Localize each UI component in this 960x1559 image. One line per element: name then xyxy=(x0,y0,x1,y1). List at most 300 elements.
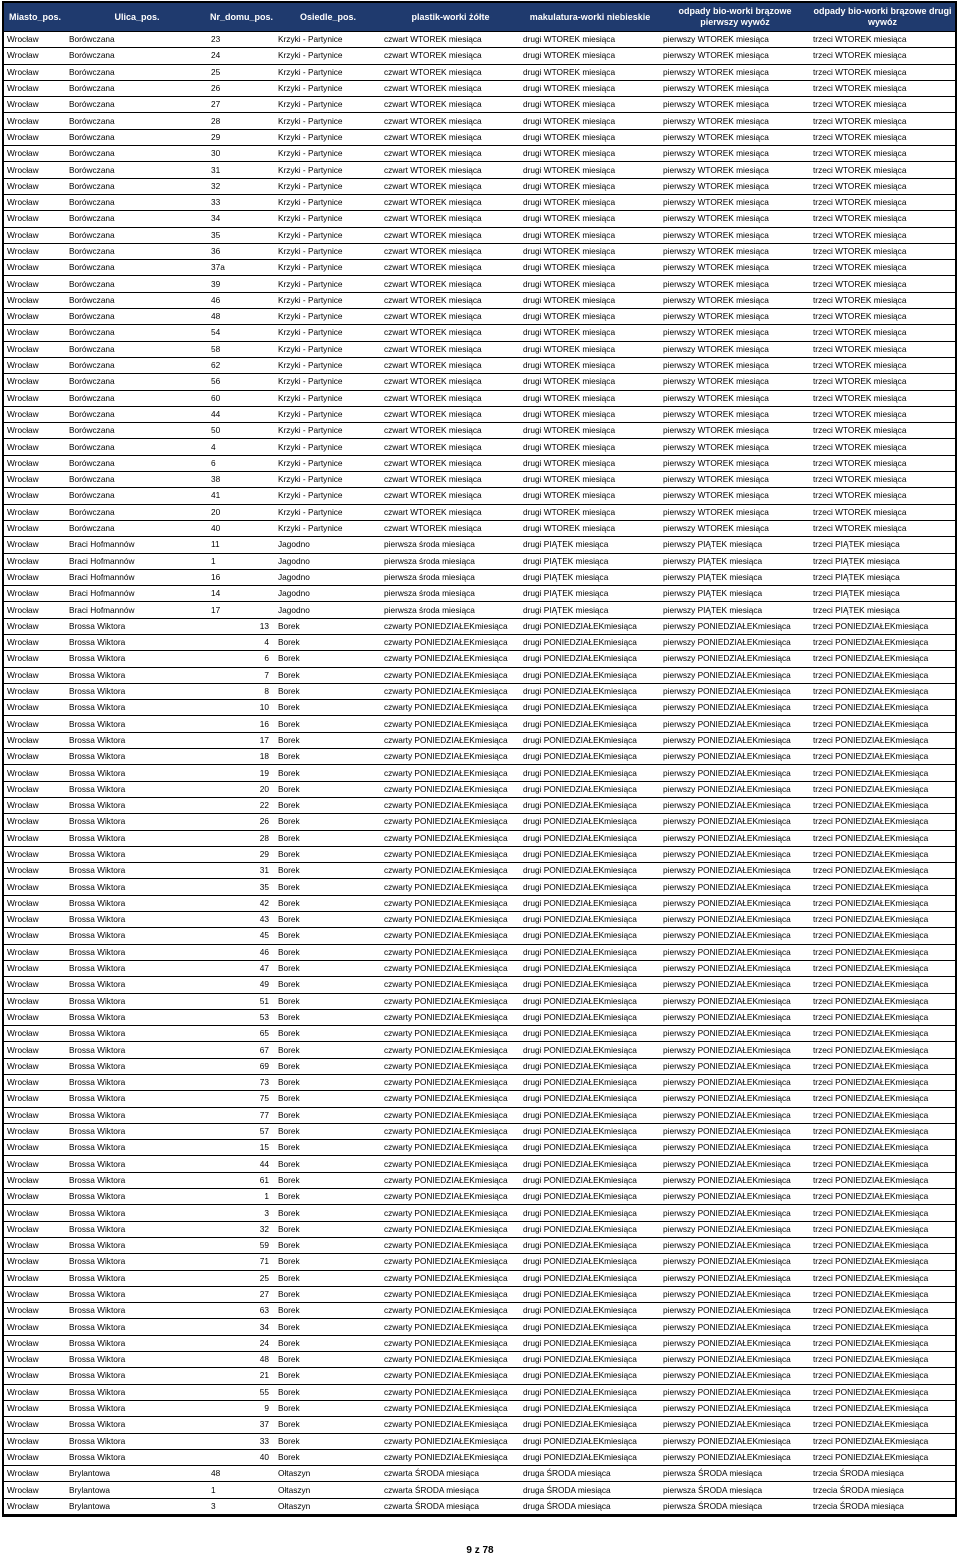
cell-street: Brossa Wiktora xyxy=(66,667,208,683)
cell-street: Brossa Wiktora xyxy=(66,781,208,797)
cell-paper: drugi PONIEDZIAŁEKmiesiąca xyxy=(520,1254,660,1270)
cell-street: Braci Hofmannów xyxy=(66,602,208,618)
cell-district: Borek xyxy=(275,683,381,699)
cell-paper: druga ŚRODA miesiąca xyxy=(520,1482,660,1498)
cell-paper: drugi PONIEDZIAŁEKmiesiąca xyxy=(520,749,660,765)
table-row xyxy=(4,1482,955,1498)
cell-plastic: czwart WTOREK miesiąca xyxy=(381,146,520,162)
cell-street: Braci Hofmannów xyxy=(66,537,208,553)
cell-plastic: czwart WTOREK miesiąca xyxy=(381,227,520,243)
cell-bio-first: pierwszy PONIEDZIAŁEKmiesiąca xyxy=(660,928,810,944)
cell-plastic: czwart WTOREK miesiąca xyxy=(381,472,520,488)
cell-plastic: czwart WTOREK miesiąca xyxy=(381,113,520,129)
cell-city: Wrocław xyxy=(4,1400,66,1416)
cell-plastic: pierwsza środa miesiąca xyxy=(381,537,520,553)
cell-plastic: czwarty PONIEDZIAŁEKmiesiąca xyxy=(381,797,520,813)
cell-bio-second: trzeci WTOREK miesiąca xyxy=(810,488,955,504)
cell-district: Borek xyxy=(275,993,381,1009)
cell-district: Krzyki - Partynice xyxy=(275,439,381,455)
cell-bio-first: pierwszy PONIEDZIAŁEKmiesiąca xyxy=(660,1172,810,1188)
cell-district: Ołtaszyn xyxy=(275,1466,381,1482)
cell-district: Borek xyxy=(275,765,381,781)
table-row xyxy=(4,618,955,634)
table-row xyxy=(4,1237,955,1253)
cell-street: Brossa Wiktora xyxy=(66,863,208,879)
cell-plastic: czwart WTOREK miesiąca xyxy=(381,129,520,145)
cell-paper: drugi PONIEDZIAŁEKmiesiąca xyxy=(520,1091,660,1107)
table-row xyxy=(4,683,955,699)
cell-bio-second: trzeci PONIEDZIAŁEKmiesiąca xyxy=(810,1075,955,1091)
cell-paper: drugi PONIEDZIAŁEKmiesiąca xyxy=(520,1433,660,1449)
cell-city: Wrocław xyxy=(4,1189,66,1205)
cell-house-number: 55 xyxy=(208,1384,275,1400)
table-row xyxy=(4,309,955,325)
cell-house-number: 24 xyxy=(208,1335,275,1351)
cell-street: Brossa Wiktora xyxy=(66,1286,208,1302)
table-row xyxy=(4,651,955,667)
cell-house-number: 23 xyxy=(208,32,275,48)
cell-street: Brossa Wiktora xyxy=(66,928,208,944)
cell-plastic: czwart WTOREK miesiąca xyxy=(381,178,520,194)
cell-plastic: czwart WTOREK miesiąca xyxy=(381,97,520,113)
cell-bio-first: pierwszy WTOREK miesiąca xyxy=(660,341,810,357)
cell-house-number: 44 xyxy=(208,1156,275,1172)
cell-bio-first: pierwszy PONIEDZIAŁEKmiesiąca xyxy=(660,895,810,911)
cell-street: Brylantowa xyxy=(66,1482,208,1498)
table-row xyxy=(4,423,955,439)
cell-plastic: czwarty PONIEDZIAŁEKmiesiąca xyxy=(381,749,520,765)
cell-plastic: czwarty PONIEDZIAŁEKmiesiąca xyxy=(381,960,520,976)
cell-house-number: 3 xyxy=(208,1498,275,1514)
cell-district: Krzyki - Partynice xyxy=(275,178,381,194)
table-row xyxy=(4,993,955,1009)
table-row xyxy=(4,211,955,227)
cell-plastic: czwarty PONIEDZIAŁEKmiesiąca xyxy=(381,1123,520,1139)
cell-plastic: czwarty PONIEDZIAŁEKmiesiąca xyxy=(381,651,520,667)
cell-street: Borówczana xyxy=(66,439,208,455)
table-row xyxy=(4,569,955,585)
cell-bio-second: trzecia ŚRODA miesiąca xyxy=(810,1466,955,1482)
table-row xyxy=(4,178,955,194)
cell-street: Borówczana xyxy=(66,341,208,357)
cell-house-number: 71 xyxy=(208,1254,275,1270)
cell-bio-first: pierwszy WTOREK miesiąca xyxy=(660,113,810,129)
cell-district: Krzyki - Partynice xyxy=(275,80,381,96)
cell-bio-first: pierwszy PONIEDZIAŁEKmiesiąca xyxy=(660,1449,810,1465)
cell-plastic: czwarty PONIEDZIAŁEKmiesiąca xyxy=(381,863,520,879)
cell-plastic: czwart WTOREK miesiąca xyxy=(381,504,520,520)
cell-paper: drugi WTOREK miesiąca xyxy=(520,341,660,357)
cell-house-number: 10 xyxy=(208,700,275,716)
cell-city: Wrocław xyxy=(4,928,66,944)
cell-paper: drugi PONIEDZIAŁEKmiesiąca xyxy=(520,1172,660,1188)
cell-district: Borek xyxy=(275,1172,381,1188)
cell-paper: druga ŚRODA miesiąca xyxy=(520,1466,660,1482)
cell-city: Wrocław xyxy=(4,488,66,504)
cell-city: Wrocław xyxy=(4,211,66,227)
cell-city: Wrocław xyxy=(4,879,66,895)
cell-city: Wrocław xyxy=(4,325,66,341)
cell-paper: drugi PONIEDZIAŁEKmiesiąca xyxy=(520,1449,660,1465)
cell-house-number: 36 xyxy=(208,243,275,259)
table-row xyxy=(4,1172,955,1188)
cell-bio-first: pierwszy PONIEDZIAŁEKmiesiąca xyxy=(660,1335,810,1351)
cell-bio-first: pierwszy PONIEDZIAŁEKmiesiąca xyxy=(660,1156,810,1172)
cell-plastic: czwarty PONIEDZIAŁEKmiesiąca xyxy=(381,830,520,846)
cell-house-number: 48 xyxy=(208,1466,275,1482)
table-row xyxy=(4,1189,955,1205)
cell-bio-first: pierwszy WTOREK miesiąca xyxy=(660,406,810,422)
cell-city: Wrocław xyxy=(4,602,66,618)
cell-paper: drugi PONIEDZIAŁEKmiesiąca xyxy=(520,993,660,1009)
cell-house-number: 4 xyxy=(208,634,275,650)
cell-bio-first: pierwszy WTOREK miesiąca xyxy=(660,129,810,145)
table-header xyxy=(4,3,955,32)
cell-street: Brossa Wiktora xyxy=(66,1237,208,1253)
cell-paper: drugi PONIEDZIAŁEKmiesiąca xyxy=(520,912,660,928)
cell-city: Wrocław xyxy=(4,1433,66,1449)
cell-bio-first: pierwszy PONIEDZIAŁEKmiesiąca xyxy=(660,1107,810,1123)
cell-street: Brossa Wiktora xyxy=(66,700,208,716)
cell-bio-second: trzeci PONIEDZIAŁEKmiesiąca xyxy=(810,1026,955,1042)
cell-plastic: czwart WTOREK miesiąca xyxy=(381,309,520,325)
cell-bio-first: pierwszy WTOREK miesiąca xyxy=(660,146,810,162)
cell-paper: drugi PONIEDZIAŁEKmiesiąca xyxy=(520,1009,660,1025)
cell-district: Krzyki - Partynice xyxy=(275,472,381,488)
cell-house-number: 57 xyxy=(208,1123,275,1139)
cell-house-number: 6 xyxy=(208,455,275,471)
cell-district: Borek xyxy=(275,846,381,862)
cell-paper: drugi PONIEDZIAŁEKmiesiąca xyxy=(520,1156,660,1172)
cell-bio-first: pierwszy PIĄTEK miesiąca xyxy=(660,537,810,553)
cell-bio-second: trzeci PONIEDZIAŁEKmiesiąca xyxy=(810,1384,955,1400)
cell-street: Borówczana xyxy=(66,211,208,227)
cell-district: Borek xyxy=(275,1189,381,1205)
cell-street: Brossa Wiktora xyxy=(66,732,208,748)
cell-district: Krzyki - Partynice xyxy=(275,243,381,259)
cell-city: Wrocław xyxy=(4,667,66,683)
cell-plastic: czwart WTOREK miesiąca xyxy=(381,260,520,276)
cell-paper: drugi WTOREK miesiąca xyxy=(520,64,660,80)
cell-city: Wrocław xyxy=(4,586,66,602)
cell-bio-second: trzeci PIĄTEK miesiąca xyxy=(810,602,955,618)
cell-street: Brossa Wiktora xyxy=(66,977,208,993)
cell-street: Borówczana xyxy=(66,97,208,113)
cell-house-number: 17 xyxy=(208,602,275,618)
cell-plastic: czwart WTOREK miesiąca xyxy=(381,162,520,178)
cell-paper: drugi PONIEDZIAŁEKmiesiąca xyxy=(520,1335,660,1351)
table-row xyxy=(4,194,955,210)
header-paper: makulatura-worki niebieskie xyxy=(520,3,660,32)
cell-paper: drugi PONIEDZIAŁEKmiesiąca xyxy=(520,1352,660,1368)
cell-house-number: 11 xyxy=(208,537,275,553)
cell-plastic: czwarty PONIEDZIAŁEKmiesiąca xyxy=(381,700,520,716)
table-row xyxy=(4,928,955,944)
cell-city: Wrocław xyxy=(4,243,66,259)
cell-plastic: czwarty PONIEDZIAŁEKmiesiąca xyxy=(381,1156,520,1172)
table-row xyxy=(4,700,955,716)
cell-street: Brossa Wiktora xyxy=(66,1058,208,1074)
table-row xyxy=(4,243,955,259)
cell-city: Wrocław xyxy=(4,895,66,911)
cell-plastic: czwarty PONIEDZIAŁEKmiesiąca xyxy=(381,993,520,1009)
cell-city: Wrocław xyxy=(4,32,66,48)
cell-city: Wrocław xyxy=(4,374,66,390)
cell-paper: drugi PONIEDZIAŁEKmiesiąca xyxy=(520,846,660,862)
cell-district: Borek xyxy=(275,1075,381,1091)
cell-city: Wrocław xyxy=(4,260,66,276)
cell-bio-first: pierwszy PONIEDZIAŁEKmiesiąca xyxy=(660,1417,810,1433)
cell-bio-first: pierwszy PONIEDZIAŁEKmiesiąca xyxy=(660,1237,810,1253)
cell-district: Jagodno xyxy=(275,586,381,602)
cell-bio-first: pierwsza ŚRODA miesiąca xyxy=(660,1466,810,1482)
cell-bio-first: pierwszy PONIEDZIAŁEKmiesiąca xyxy=(660,1384,810,1400)
cell-plastic: czwarty PONIEDZIAŁEKmiesiąca xyxy=(381,895,520,911)
cell-city: Wrocław xyxy=(4,423,66,439)
cell-bio-second: trzeci PONIEDZIAŁEKmiesiąca xyxy=(810,651,955,667)
cell-street: Brossa Wiktora xyxy=(66,1254,208,1270)
cell-city: Wrocław xyxy=(4,912,66,928)
cell-district: Borek xyxy=(275,977,381,993)
cell-district: Borek xyxy=(275,830,381,846)
header-house-number: Nr_domu_pos. xyxy=(208,3,275,32)
table-row xyxy=(4,488,955,504)
cell-district: Borek xyxy=(275,1303,381,1319)
cell-house-number: 13 xyxy=(208,618,275,634)
cell-house-number: 34 xyxy=(208,211,275,227)
cell-bio-first: pierwszy WTOREK miesiąca xyxy=(660,292,810,308)
cell-plastic: czwarty PONIEDZIAŁEKmiesiąca xyxy=(381,732,520,748)
cell-street: Brossa Wiktora xyxy=(66,1042,208,1058)
cell-street: Brossa Wiktora xyxy=(66,1123,208,1139)
cell-bio-first: pierwsza ŚRODA miesiąca xyxy=(660,1498,810,1514)
cell-bio-second: trzeci PONIEDZIAŁEKmiesiąca xyxy=(810,895,955,911)
cell-street: Brossa Wiktora xyxy=(66,1303,208,1319)
cell-district: Borek xyxy=(275,1221,381,1237)
cell-paper: drugi PONIEDZIAŁEKmiesiąca xyxy=(520,683,660,699)
cell-district: Borek xyxy=(275,1368,381,1384)
cell-city: Wrocław xyxy=(4,113,66,129)
cell-district: Borek xyxy=(275,1042,381,1058)
cell-paper: drugi WTOREK miesiąca xyxy=(520,194,660,210)
cell-city: Wrocław xyxy=(4,146,66,162)
table-row xyxy=(4,1221,955,1237)
cell-house-number: 59 xyxy=(208,1237,275,1253)
cell-paper: drugi PONIEDZIAŁEKmiesiąca xyxy=(520,1286,660,1302)
cell-city: Wrocław xyxy=(4,292,66,308)
cell-paper: drugi WTOREK miesiąca xyxy=(520,406,660,422)
cell-city: Wrocław xyxy=(4,1319,66,1335)
cell-house-number: 26 xyxy=(208,80,275,96)
table-row xyxy=(4,1368,955,1384)
cell-bio-first: pierwszy PONIEDZIAŁEKmiesiąca xyxy=(660,1254,810,1270)
cell-house-number: 15 xyxy=(208,1140,275,1156)
cell-bio-first: pierwszy PONIEDZIAŁEKmiesiąca xyxy=(660,1140,810,1156)
cell-city: Wrocław xyxy=(4,129,66,145)
cell-plastic: czwarty PONIEDZIAŁEKmiesiąca xyxy=(381,1140,520,1156)
cell-plastic: czwarty PONIEDZIAŁEKmiesiąca xyxy=(381,683,520,699)
cell-house-number: 7 xyxy=(208,667,275,683)
cell-bio-first: pierwszy PONIEDZIAŁEKmiesiąca xyxy=(660,944,810,960)
cell-street: Brossa Wiktora xyxy=(66,1205,208,1221)
cell-paper: drugi WTOREK miesiąca xyxy=(520,178,660,194)
cell-house-number: 21 xyxy=(208,1368,275,1384)
cell-plastic: czwart WTOREK miesiąca xyxy=(381,194,520,210)
cell-bio-second: trzeci WTOREK miesiąca xyxy=(810,194,955,210)
cell-street: Borówczana xyxy=(66,406,208,422)
cell-city: Wrocław xyxy=(4,48,66,64)
cell-bio-second: trzeci PONIEDZIAŁEKmiesiąca xyxy=(810,1009,955,1025)
cell-street: Borówczana xyxy=(66,227,208,243)
cell-bio-second: trzeci PONIEDZIAŁEKmiesiąca xyxy=(810,1352,955,1368)
cell-bio-second: trzeci PONIEDZIAŁEKmiesiąca xyxy=(810,1417,955,1433)
table-row xyxy=(4,1400,955,1416)
cell-plastic: czwarty PONIEDZIAŁEKmiesiąca xyxy=(381,944,520,960)
cell-house-number: 32 xyxy=(208,178,275,194)
cell-bio-first: pierwszy PONIEDZIAŁEKmiesiąca xyxy=(660,1205,810,1221)
cell-street: Brossa Wiktora xyxy=(66,1352,208,1368)
cell-house-number: 16 xyxy=(208,716,275,732)
cell-district: Borek xyxy=(275,716,381,732)
cell-bio-first: pierwszy WTOREK miesiąca xyxy=(660,374,810,390)
cell-city: Wrocław xyxy=(4,1335,66,1351)
cell-bio-second: trzeci WTOREK miesiąca xyxy=(810,32,955,48)
table-row xyxy=(4,260,955,276)
table-row xyxy=(4,292,955,308)
cell-street: Brossa Wiktora xyxy=(66,1335,208,1351)
cell-bio-first: pierwszy PONIEDZIAŁEKmiesiąca xyxy=(660,977,810,993)
cell-house-number: 39 xyxy=(208,276,275,292)
cell-house-number: 3 xyxy=(208,1205,275,1221)
cell-district: Borek xyxy=(275,781,381,797)
cell-city: Wrocław xyxy=(4,309,66,325)
cell-paper: drugi PONIEDZIAŁEKmiesiąca xyxy=(520,1205,660,1221)
cell-paper: drugi WTOREK miesiąca xyxy=(520,146,660,162)
cell-paper: drugi PONIEDZIAŁEKmiesiąca xyxy=(520,618,660,634)
cell-house-number: 69 xyxy=(208,1058,275,1074)
table-row xyxy=(4,879,955,895)
cell-paper: drugi WTOREK miesiąca xyxy=(520,227,660,243)
table-row xyxy=(4,146,955,162)
cell-plastic: czwarty PONIEDZIAŁEKmiesiąca xyxy=(381,1254,520,1270)
cell-bio-second: trzeci PONIEDZIAŁEKmiesiąca xyxy=(810,1205,955,1221)
cell-paper: drugi WTOREK miesiąca xyxy=(520,48,660,64)
cell-bio-second: trzeci PONIEDZIAŁEKmiesiąca xyxy=(810,960,955,976)
cell-house-number: 22 xyxy=(208,797,275,813)
cell-street: Borówczana xyxy=(66,455,208,471)
cell-district: Borek xyxy=(275,1205,381,1221)
cell-city: Wrocław xyxy=(4,716,66,732)
cell-bio-second: trzeci PONIEDZIAŁEKmiesiąca xyxy=(810,1270,955,1286)
cell-street: Brossa Wiktora xyxy=(66,1009,208,1025)
cell-bio-first: pierwszy PONIEDZIAŁEKmiesiąca xyxy=(660,1286,810,1302)
table-row xyxy=(4,814,955,830)
table-row xyxy=(4,48,955,64)
cell-district: Krzyki - Partynice xyxy=(275,194,381,210)
cell-plastic: czwart WTOREK miesiąca xyxy=(381,64,520,80)
cell-paper: drugi PONIEDZIAŁEKmiesiąca xyxy=(520,1237,660,1253)
cell-bio-first: pierwszy PONIEDZIAŁEKmiesiąca xyxy=(660,1368,810,1384)
cell-bio-second: trzeci WTOREK miesiąca xyxy=(810,178,955,194)
cell-district: Borek xyxy=(275,1400,381,1416)
cell-house-number: 48 xyxy=(208,309,275,325)
table-row xyxy=(4,80,955,96)
cell-bio-second: trzeci PONIEDZIAŁEKmiesiąca xyxy=(810,879,955,895)
cell-bio-second: trzeci WTOREK miesiąca xyxy=(810,504,955,520)
cell-bio-second: trzeci WTOREK miesiąca xyxy=(810,227,955,243)
cell-district: Borek xyxy=(275,960,381,976)
cell-district: Borek xyxy=(275,618,381,634)
cell-bio-second: trzeci PONIEDZIAŁEKmiesiąca xyxy=(810,700,955,716)
cell-city: Wrocław xyxy=(4,1482,66,1498)
cell-paper: drugi PONIEDZIAŁEKmiesiąca xyxy=(520,1319,660,1335)
cell-house-number: 28 xyxy=(208,830,275,846)
cell-bio-second: trzeci PONIEDZIAŁEKmiesiąca xyxy=(810,1221,955,1237)
cell-city: Wrocław xyxy=(4,830,66,846)
cell-bio-second: trzeci WTOREK miesiąca xyxy=(810,455,955,471)
cell-bio-second: trzeci WTOREK miesiąca xyxy=(810,113,955,129)
cell-city: Wrocław xyxy=(4,1352,66,1368)
cell-paper: drugi PONIEDZIAŁEKmiesiąca xyxy=(520,765,660,781)
cell-city: Wrocław xyxy=(4,1449,66,1465)
cell-district: Krzyki - Partynice xyxy=(275,423,381,439)
page-number: 9 z 78 xyxy=(466,1545,494,1556)
cell-street: Brossa Wiktora xyxy=(66,749,208,765)
cell-city: Wrocław xyxy=(4,765,66,781)
cell-house-number: 27 xyxy=(208,1286,275,1302)
cell-city: Wrocław xyxy=(4,1270,66,1286)
cell-district: Krzyki - Partynice xyxy=(275,260,381,276)
cell-house-number: 45 xyxy=(208,928,275,944)
cell-street: Brossa Wiktora xyxy=(66,814,208,830)
cell-plastic: czwart WTOREK miesiąca xyxy=(381,390,520,406)
cell-district: Borek xyxy=(275,1286,381,1302)
cell-paper: drugi PONIEDZIAŁEKmiesiąca xyxy=(520,928,660,944)
cell-city: Wrocław xyxy=(4,1091,66,1107)
cell-district: Krzyki - Partynice xyxy=(275,357,381,373)
cell-street: Brossa Wiktora xyxy=(66,651,208,667)
cell-bio-first: pierwszy PONIEDZIAŁEKmiesiąca xyxy=(660,797,810,813)
cell-bio-first: pierwszy PONIEDZIAŁEKmiesiąca xyxy=(660,1123,810,1139)
cell-city: Wrocław xyxy=(4,797,66,813)
cell-paper: drugi PONIEDZIAŁEKmiesiąca xyxy=(520,1026,660,1042)
cell-plastic: czwarty PONIEDZIAŁEKmiesiąca xyxy=(381,1303,520,1319)
cell-district: Krzyki - Partynice xyxy=(275,520,381,536)
cell-bio-second: trzeci PONIEDZIAŁEKmiesiąca xyxy=(810,1091,955,1107)
cell-bio-second: trzeci WTOREK miesiąca xyxy=(810,341,955,357)
table-row xyxy=(4,32,955,48)
cell-bio-first: pierwszy WTOREK miesiąca xyxy=(660,488,810,504)
cell-paper: drugi PONIEDZIAŁEKmiesiąca xyxy=(520,944,660,960)
cell-bio-first: pierwszy PONIEDZIAŁEKmiesiąca xyxy=(660,1091,810,1107)
cell-street: Borówczana xyxy=(66,64,208,80)
cell-city: Wrocław xyxy=(4,993,66,1009)
cell-bio-first: pierwszy PONIEDZIAŁEKmiesiąca xyxy=(660,1075,810,1091)
cell-district: Krzyki - Partynice xyxy=(275,341,381,357)
cell-plastic: czwarty PONIEDZIAŁEKmiesiąca xyxy=(381,781,520,797)
cell-plastic: czwarty PONIEDZIAŁEKmiesiąca xyxy=(381,1433,520,1449)
cell-house-number: 37 xyxy=(208,1417,275,1433)
cell-street: Brossa Wiktora xyxy=(66,1368,208,1384)
cell-bio-first: pierwszy WTOREK miesiąca xyxy=(660,455,810,471)
cell-district: Krzyki - Partynice xyxy=(275,292,381,308)
cell-paper: drugi WTOREK miesiąca xyxy=(520,97,660,113)
cell-paper: drugi PONIEDZIAŁEKmiesiąca xyxy=(520,1140,660,1156)
cell-bio-second: trzeci PONIEDZIAŁEKmiesiąca xyxy=(810,749,955,765)
cell-house-number: 26 xyxy=(208,814,275,830)
cell-street: Braci Hofmannów xyxy=(66,586,208,602)
cell-street: Borówczana xyxy=(66,162,208,178)
